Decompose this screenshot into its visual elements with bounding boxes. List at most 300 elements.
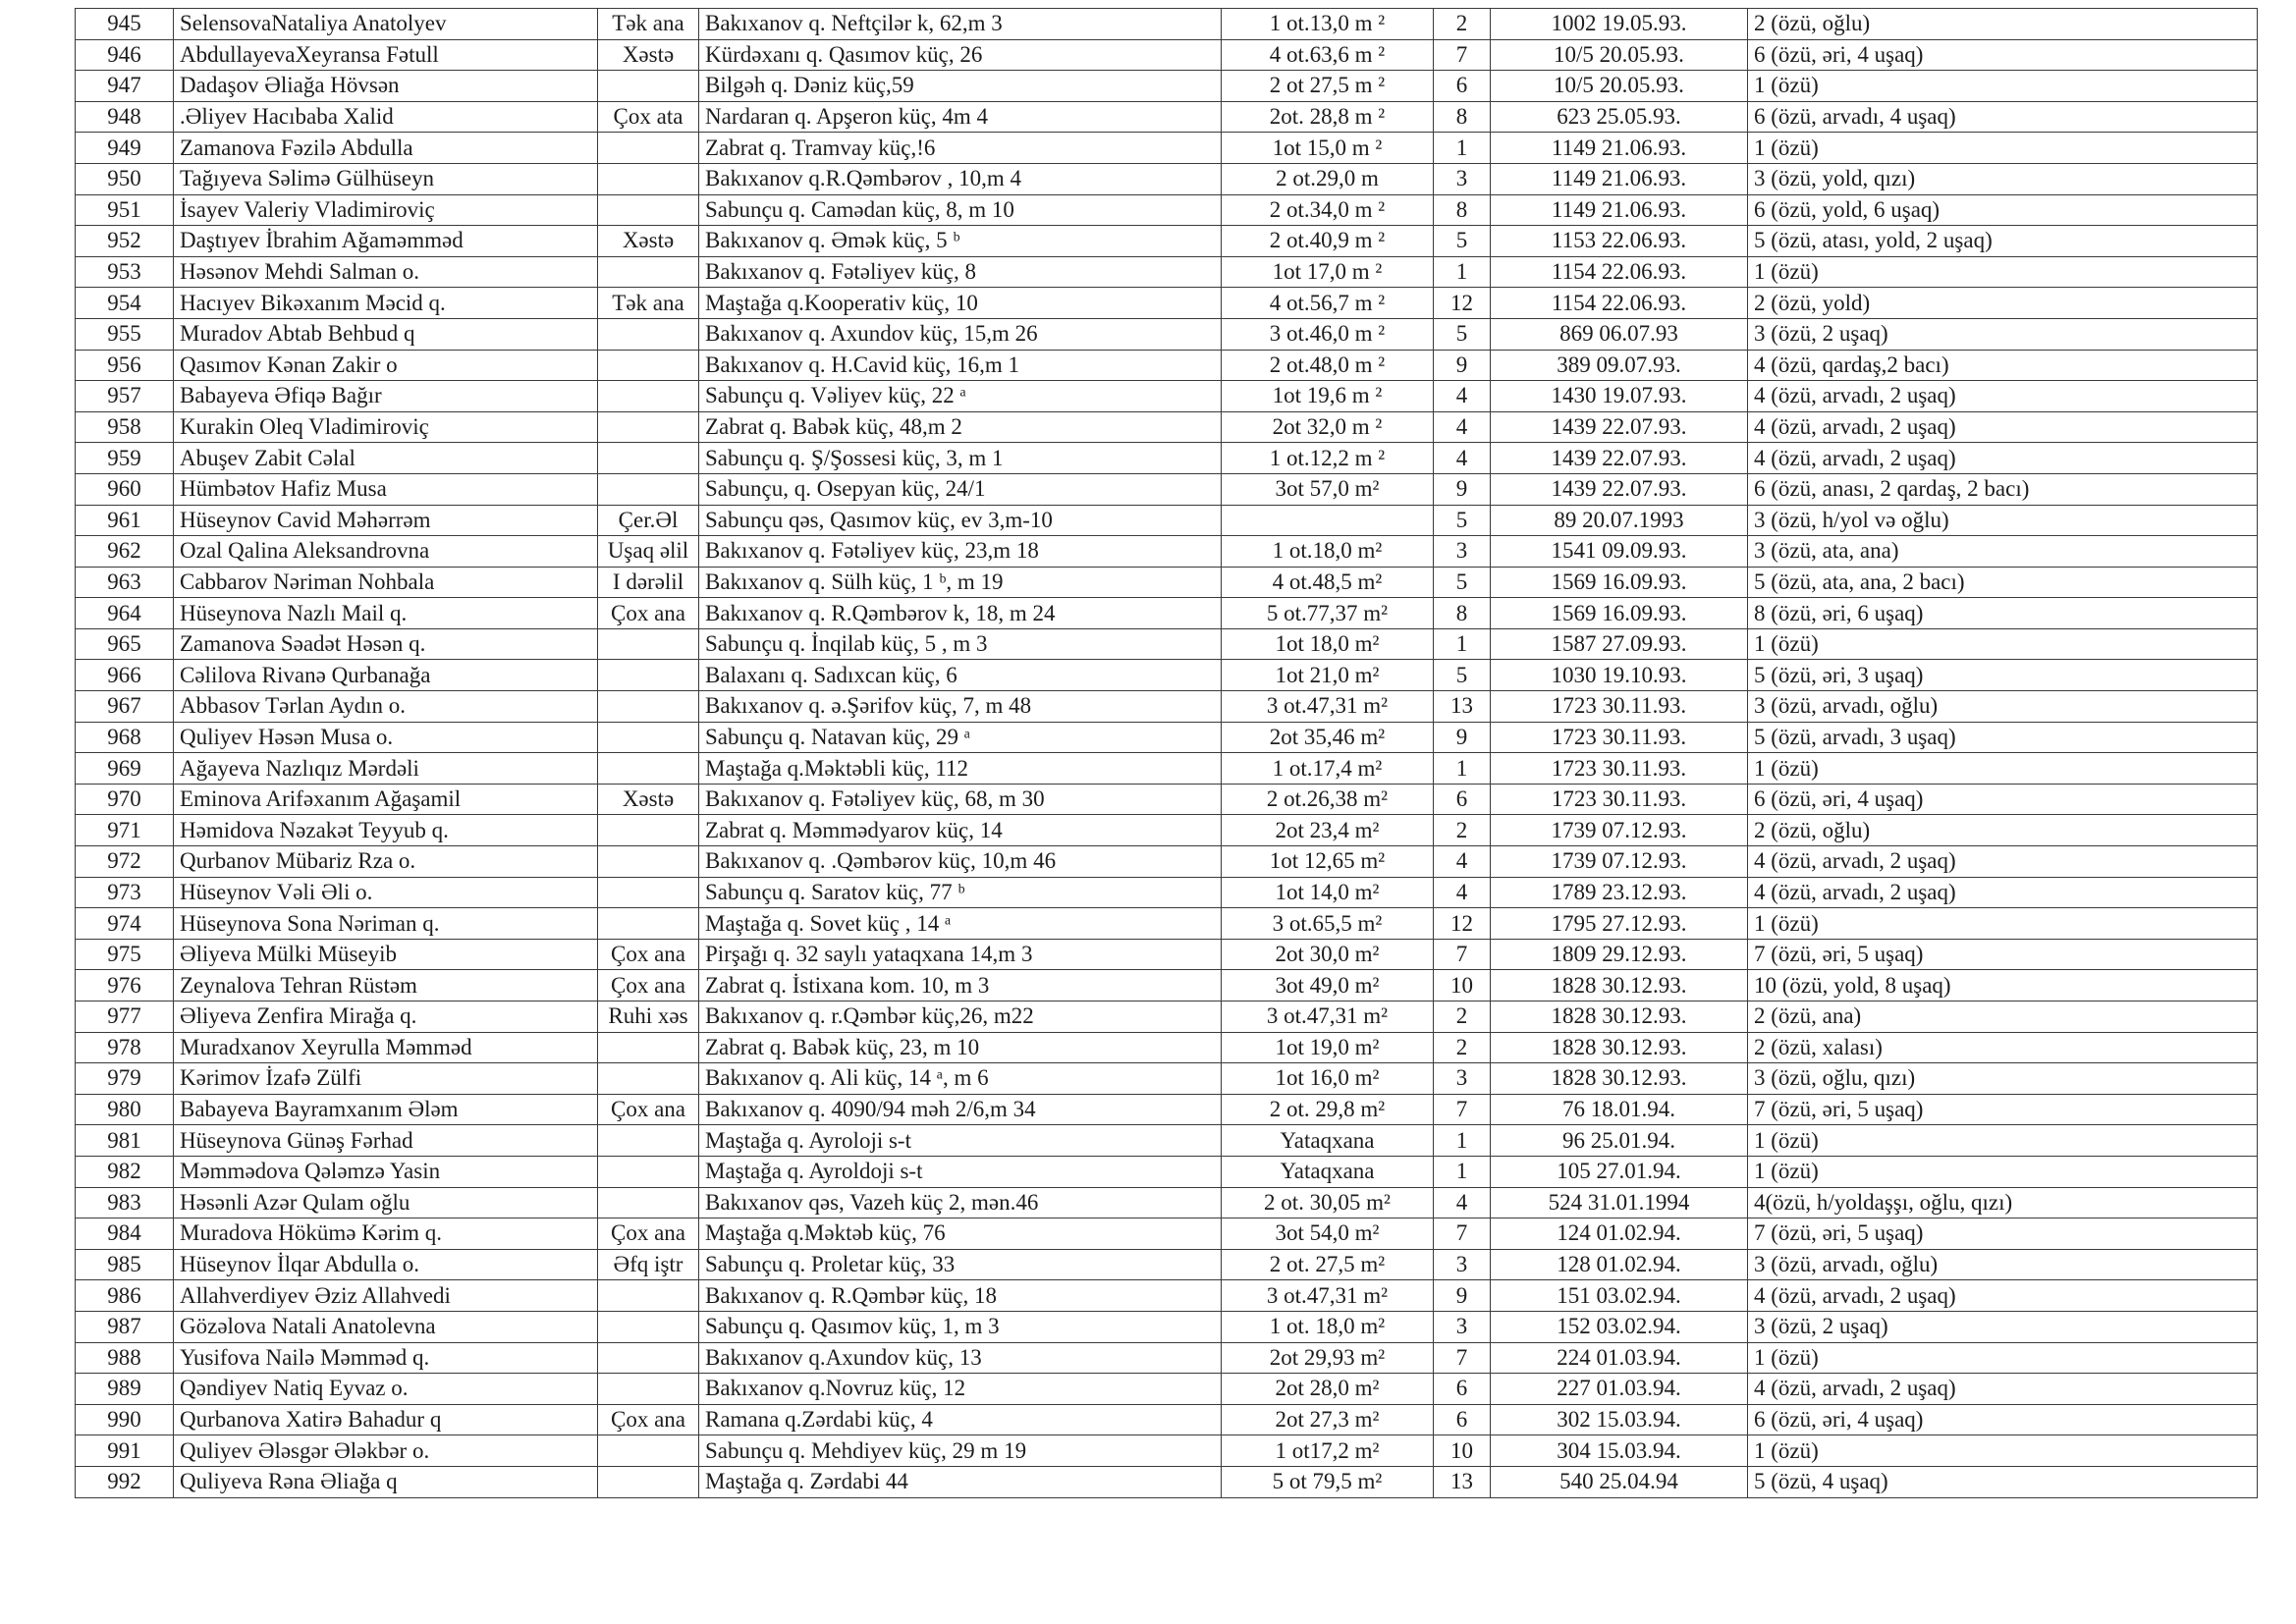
row-number-cell: 948 <box>76 101 174 133</box>
address-cell: Nardaran q. Apşeron küç, 4m 4 <box>699 101 1222 133</box>
person-name-cell: Hüseynova Günəş Fərhad <box>174 1125 598 1157</box>
address-cell: Sabunçu q. Proletar küç, 33 <box>699 1249 1222 1280</box>
living-area-cell: 5 ot.77,37 m² <box>1222 598 1434 629</box>
table-row <box>76 505 2258 536</box>
table-row <box>76 753 2258 785</box>
family-composition-cell: 3 (özü, 2 uşaq) <box>1748 1311 2258 1342</box>
family-size-cell: 9 <box>1434 1280 1491 1312</box>
living-area-cell: 4 ot.48,5 m² <box>1222 567 1434 598</box>
living-area-cell: 1 ot. 18,0 m² <box>1222 1311 1434 1342</box>
person-name-cell: Məmmədova Qələmzə Yasin <box>174 1156 598 1187</box>
family-size-cell: 7 <box>1434 1218 1491 1250</box>
housing-register-table <box>75 8 2258 1498</box>
family-composition-cell: 7 (özü, əri, 5 uşaq) <box>1748 1094 2258 1125</box>
person-name-cell: Yusifova Nailə Məmməd q. <box>174 1342 598 1374</box>
address-cell: Bakıxanov q. r.Qəmbər küç,26, m22 <box>699 1001 1222 1033</box>
family-size-cell: 4 <box>1434 846 1491 878</box>
family-size-cell: 4 <box>1434 443 1491 474</box>
family-size-cell: 5 <box>1434 660 1491 691</box>
table-row <box>76 1249 2258 1280</box>
living-area-cell: 1ot 19,6 m ² <box>1222 381 1434 412</box>
address-cell: Bakıxanov q. Neftçilər k, 62,m 3 <box>699 9 1222 40</box>
row-number-cell: 963 <box>76 567 174 598</box>
living-area-cell: 1ot 15,0 m ² <box>1222 133 1434 164</box>
row-number-cell: 966 <box>76 660 174 691</box>
address-cell: Bakıxanov q. Ali küç, 14 ᵃ, m 6 <box>699 1063 1222 1095</box>
person-name-cell: Hüseynov Cavid Məhərrəm <box>174 505 598 536</box>
family-composition-cell: 5 (özü, atası, yold, 2 uşaq) <box>1748 226 2258 257</box>
family-size-cell: 6 <box>1434 1404 1491 1435</box>
document-number-date-cell: 1002 19.05.93. <box>1491 9 1748 40</box>
living-area-cell: 2 ot.48,0 m ² <box>1222 350 1434 381</box>
family-size-cell: 5 <box>1434 505 1491 536</box>
living-area-cell: 3 ot.65,5 m² <box>1222 908 1434 940</box>
address-cell: Bakıxanov q. Fətəliyev küç, 68, m 30 <box>699 784 1222 815</box>
category-cell <box>598 1156 699 1187</box>
row-number-cell: 955 <box>76 318 174 350</box>
address-cell: Bakıxanov q.R.Qəmbərov , 10,m 4 <box>699 163 1222 194</box>
row-number-cell: 978 <box>76 1032 174 1063</box>
address-cell: Maştağa q. Ayroldoji s-t <box>699 1156 1222 1187</box>
address-cell: Bakıxanov qəs, Vazeh küç 2, mən.46 <box>699 1187 1222 1218</box>
document-number-date-cell: 1149 21.06.93. <box>1491 133 1748 164</box>
family-size-cell: 7 <box>1434 1342 1491 1374</box>
table-row <box>76 1001 2258 1033</box>
family-composition-cell: 3 (özü, yold, qızı) <box>1748 163 2258 194</box>
person-name-cell: Kurakin Oleq Vladimiroviç <box>174 411 598 443</box>
category-cell: Tək ana <box>598 288 699 319</box>
document-number-date-cell: 1154 22.06.93. <box>1491 256 1748 288</box>
row-number-cell: 950 <box>76 163 174 194</box>
row-number-cell: 946 <box>76 39 174 71</box>
table-row <box>76 39 2258 71</box>
table-row <box>76 660 2258 691</box>
living-area-cell: 2 ot.29,0 m <box>1222 163 1434 194</box>
document-number-date-cell: 540 25.04.94 <box>1491 1466 1748 1497</box>
category-cell: Çox ana <box>598 970 699 1001</box>
family-size-cell: 2 <box>1434 815 1491 846</box>
living-area-cell: 1ot 12,65 m² <box>1222 846 1434 878</box>
row-number-cell: 961 <box>76 505 174 536</box>
address-cell: Sabunçu q. Qasımov küç, 1, m 3 <box>699 1311 1222 1342</box>
family-size-cell: 4 <box>1434 877 1491 908</box>
living-area-cell: 1 ot17,2 m² <box>1222 1435 1434 1467</box>
category-cell <box>598 163 699 194</box>
document-number-date-cell: 304 15.03.94. <box>1491 1435 1748 1467</box>
category-cell <box>598 1311 699 1342</box>
category-cell: Ruhi xəs <box>598 1001 699 1033</box>
category-cell: Xəstə <box>598 39 699 71</box>
family-composition-cell: 4 (özü, arvadı, 2 uşaq) <box>1748 846 2258 878</box>
document-number-date-cell: 1153 22.06.93. <box>1491 226 1748 257</box>
document-number-date-cell: 152 03.02.94. <box>1491 1311 1748 1342</box>
row-number-cell: 990 <box>76 1404 174 1435</box>
family-composition-cell: 5 (özü, arvadı, 3 uşaq) <box>1748 722 2258 753</box>
person-name-cell: Əliyeva Zenfira Mirağa q. <box>174 1001 598 1033</box>
row-number-cell: 976 <box>76 970 174 1001</box>
family-composition-cell: 7 (özü, əri, 5 uşaq) <box>1748 1218 2258 1250</box>
document-number-date-cell: 89 20.07.1993 <box>1491 505 1748 536</box>
row-number-cell: 953 <box>76 256 174 288</box>
category-cell: Xəstə <box>598 784 699 815</box>
person-name-cell: Qəndiyev Natiq Eyvaz o. <box>174 1374 598 1405</box>
table-row <box>76 381 2258 412</box>
person-name-cell: Zeynalova Tehran Rüstəm <box>174 970 598 1001</box>
row-number-cell: 985 <box>76 1249 174 1280</box>
category-cell <box>598 722 699 753</box>
family-size-cell: 6 <box>1434 71 1491 102</box>
document-number-date-cell: 1795 27.12.93. <box>1491 908 1748 940</box>
living-area-cell: 2ot 27,3 m² <box>1222 1404 1434 1435</box>
row-number-cell: 947 <box>76 71 174 102</box>
category-cell <box>598 1374 699 1405</box>
category-cell: Çox ana <box>598 1094 699 1125</box>
document-number-date-cell: 128 01.02.94. <box>1491 1249 1748 1280</box>
living-area-cell: 2 ot. 27,5 m² <box>1222 1249 1434 1280</box>
address-cell: Maştağa q. Ayroloji s-t <box>699 1125 1222 1157</box>
document-number-date-cell: 302 15.03.94. <box>1491 1404 1748 1435</box>
family-size-cell: 5 <box>1434 226 1491 257</box>
family-composition-cell: 7 (özü, əri, 5 uşaq) <box>1748 939 2258 970</box>
category-cell <box>598 443 699 474</box>
family-composition-cell: 1 (özü) <box>1748 1125 2258 1157</box>
document-number-date-cell: 389 09.07.93. <box>1491 350 1748 381</box>
family-size-cell: 8 <box>1434 101 1491 133</box>
address-cell: Bakıxanov q. Əmək küç, 5 ᵇ <box>699 226 1222 257</box>
category-cell <box>598 194 699 226</box>
family-size-cell: 3 <box>1434 1063 1491 1095</box>
table-row <box>76 443 2258 474</box>
person-name-cell: Hüseynov Vəli Əli o. <box>174 877 598 908</box>
table-row <box>76 628 2258 660</box>
document-number-date-cell: 1739 07.12.93. <box>1491 815 1748 846</box>
category-cell: Xəstə <box>598 226 699 257</box>
family-size-cell: 1 <box>1434 1156 1491 1187</box>
table-row <box>76 194 2258 226</box>
family-size-cell: 13 <box>1434 1466 1491 1497</box>
table-row <box>76 939 2258 970</box>
row-number-cell: 981 <box>76 1125 174 1157</box>
family-size-cell: 1 <box>1434 1125 1491 1157</box>
living-area-cell: 1 ot.12,2 m ² <box>1222 443 1434 474</box>
person-name-cell: Zamanova Fəzilə Abdulla <box>174 133 598 164</box>
family-composition-cell: 1 (özü) <box>1748 133 2258 164</box>
address-cell: Sabunçu q. Vəliyev küç, 22 ᵃ <box>699 381 1222 412</box>
family-size-cell: 4 <box>1434 411 1491 443</box>
document-number-date-cell: 76 18.01.94. <box>1491 1094 1748 1125</box>
table-row <box>76 133 2258 164</box>
person-name-cell: Muradova Hökümə Kərim q. <box>174 1218 598 1250</box>
family-composition-cell: 1 (özü) <box>1748 1156 2258 1187</box>
address-cell: Bakıxanov q. Fətəliyev küç, 8 <box>699 256 1222 288</box>
living-area-cell: 1 ot.13,0 m ² <box>1222 9 1434 40</box>
person-name-cell: Abbasov Tərlan Aydın o. <box>174 691 598 723</box>
table-row <box>76 1125 2258 1157</box>
family-composition-cell: 4 (özü, arvadı, 2 uşaq) <box>1748 443 2258 474</box>
address-cell: Pirşağı q. 32 saylı yataqxana 14,m 3 <box>699 939 1222 970</box>
table-row <box>76 1187 2258 1218</box>
address-cell: Sabunçu q. Ş/Şossesi küç, 3, m 1 <box>699 443 1222 474</box>
living-area-cell: 3 ot.47,31 m² <box>1222 691 1434 723</box>
person-name-cell: Hüseynova Nazlı Mail q. <box>174 598 598 629</box>
address-cell: Bilgəh q. Dəniz küç,59 <box>699 71 1222 102</box>
family-composition-cell: 3 (özü, ata, ana) <box>1748 536 2258 568</box>
address-cell: Balaxanı q. Sadıxcan küç, 6 <box>699 660 1222 691</box>
family-composition-cell: 1 (özü) <box>1748 908 2258 940</box>
row-number-cell: 949 <box>76 133 174 164</box>
family-composition-cell: 1 (özü) <box>1748 256 2258 288</box>
living-area-cell: 1 ot.17,4 m² <box>1222 753 1434 785</box>
family-composition-cell: 10 (özü, yold, 8 uşaq) <box>1748 970 2258 1001</box>
person-name-cell: İsayev Valeriy Vladimiroviç <box>174 194 598 226</box>
document-number-date-cell: 1809 29.12.93. <box>1491 939 1748 970</box>
document-number-date-cell: 1828 30.12.93. <box>1491 1063 1748 1095</box>
row-number-cell: 988 <box>76 1342 174 1374</box>
document-number-date-cell: 1149 21.06.93. <box>1491 163 1748 194</box>
family-composition-cell: 5 (özü, əri, 3 uşaq) <box>1748 660 2258 691</box>
person-name-cell: Gözəlova Natali Anatolevna <box>174 1311 598 1342</box>
family-composition-cell: 6 (özü, əri, 4 uşaq) <box>1748 1404 2258 1435</box>
row-number-cell: 989 <box>76 1374 174 1405</box>
document-number-date-cell: 1430 19.07.93. <box>1491 381 1748 412</box>
family-size-cell: 3 <box>1434 163 1491 194</box>
document-number-date-cell: 1149 21.06.93. <box>1491 194 1748 226</box>
table-row <box>76 350 2258 381</box>
row-number-cell: 971 <box>76 815 174 846</box>
family-size-cell: 1 <box>1434 753 1491 785</box>
row-number-cell: 956 <box>76 350 174 381</box>
document-number-date-cell: 623 25.05.93. <box>1491 101 1748 133</box>
family-composition-cell: 6 (özü, yold, 6 uşaq) <box>1748 194 2258 226</box>
address-cell: Sabunçu q. İnqilab küç, 5 , m 3 <box>699 628 1222 660</box>
family-composition-cell: 2 (özü, ana) <box>1748 1001 2258 1033</box>
category-cell: Tək ana <box>598 9 699 40</box>
living-area-cell: 1 ot.18,0 m² <box>1222 536 1434 568</box>
living-area-cell: 4 ot.63,6 m ² <box>1222 39 1434 71</box>
table-row <box>76 908 2258 940</box>
living-area-cell: 2ot 35,46 m² <box>1222 722 1434 753</box>
living-area-cell <box>1222 505 1434 536</box>
category-cell <box>598 1342 699 1374</box>
address-cell: Sabunçu, q. Osepyan küç, 24/1 <box>699 473 1222 505</box>
address-cell: Bakıxanov q. H.Cavid küç, 16,m 1 <box>699 350 1222 381</box>
family-composition-cell: 1 (özü) <box>1748 628 2258 660</box>
table-row <box>76 1063 2258 1095</box>
living-area-cell: 2 ot. 29,8 m² <box>1222 1094 1434 1125</box>
table-row <box>76 815 2258 846</box>
family-size-cell: 7 <box>1434 39 1491 71</box>
document-number-date-cell: 1569 16.09.93. <box>1491 567 1748 598</box>
row-number-cell: 992 <box>76 1466 174 1497</box>
family-size-cell: 5 <box>1434 567 1491 598</box>
table-row <box>76 288 2258 319</box>
category-cell <box>598 411 699 443</box>
person-name-cell: Quliyev Həsən Musa o. <box>174 722 598 753</box>
family-composition-cell: 5 (özü, ata, ana, 2 bacı) <box>1748 567 2258 598</box>
family-size-cell: 13 <box>1434 691 1491 723</box>
row-number-cell: 962 <box>76 536 174 568</box>
family-size-cell: 2 <box>1434 9 1491 40</box>
address-cell: Sabunçu q. Saratov küç, 77 ᵇ <box>699 877 1222 908</box>
document-number-date-cell: 151 03.02.94. <box>1491 1280 1748 1312</box>
living-area-cell: 2 ot. 30,05 m² <box>1222 1187 1434 1218</box>
living-area-cell: 3ot 49,0 m² <box>1222 970 1434 1001</box>
table-row <box>76 877 2258 908</box>
table-row <box>76 1435 2258 1467</box>
family-composition-cell: 1 (özü) <box>1748 1342 2258 1374</box>
family-size-cell: 10 <box>1434 970 1491 1001</box>
family-composition-cell: 4 (özü, qardaş,2 bacı) <box>1748 350 2258 381</box>
address-cell: Bakıxanov q. 4090/94 məh 2/6,m 34 <box>699 1094 1222 1125</box>
row-number-cell: 954 <box>76 288 174 319</box>
address-cell: Kürdəxanı q. Qasımov küç, 26 <box>699 39 1222 71</box>
person-name-cell: Muradxanov Xeyrulla Məmməd <box>174 1032 598 1063</box>
address-cell: Zabrat q. İstixana kom. 10, m 3 <box>699 970 1222 1001</box>
category-cell <box>598 1466 699 1497</box>
table-row <box>76 9 2258 40</box>
document-number-date-cell: 1030 19.10.93. <box>1491 660 1748 691</box>
family-composition-cell: 2 (özü, yold) <box>1748 288 2258 319</box>
family-size-cell: 9 <box>1434 473 1491 505</box>
person-name-cell: Cəlilova Rivanə Qurbanağa <box>174 660 598 691</box>
person-name-cell: Tağıyeva Səlimə Gülhüseyn <box>174 163 598 194</box>
document-number-date-cell: 10/5 20.05.93. <box>1491 39 1748 71</box>
family-composition-cell: 2 (özü, oğlu) <box>1748 9 2258 40</box>
document-number-date-cell: 1723 30.11.93. <box>1491 784 1748 815</box>
table-row <box>76 1156 2258 1187</box>
document-number-date-cell: 227 01.03.94. <box>1491 1374 1748 1405</box>
person-name-cell: Kərimov İzafə Zülfi <box>174 1063 598 1095</box>
living-area-cell: 1ot 16,0 m² <box>1222 1063 1434 1095</box>
family-size-cell: 9 <box>1434 722 1491 753</box>
address-cell: Zabrat q. Babək küç, 23, m 10 <box>699 1032 1222 1063</box>
row-number-cell: 967 <box>76 691 174 723</box>
table-row <box>76 1374 2258 1405</box>
family-composition-cell: 6 (özü, əri, 4 uşaq) <box>1748 39 2258 71</box>
document-number-date-cell: 1828 30.12.93. <box>1491 970 1748 1001</box>
living-area-cell: 1ot 17,0 m ² <box>1222 256 1434 288</box>
document-number-date-cell: 10/5 20.05.93. <box>1491 71 1748 102</box>
row-number-cell: 982 <box>76 1156 174 1187</box>
living-area-cell: 1ot 14,0 m² <box>1222 877 1434 908</box>
row-number-cell: 984 <box>76 1218 174 1250</box>
category-cell <box>598 660 699 691</box>
person-name-cell: Babayeva Əfiqə Bağır <box>174 381 598 412</box>
row-number-cell: 986 <box>76 1280 174 1312</box>
family-composition-cell: 3 (özü, arvadı, oğlu) <box>1748 1249 2258 1280</box>
person-name-cell: Əliyeva Mülki Müseyib <box>174 939 598 970</box>
category-cell <box>598 1187 699 1218</box>
family-composition-cell: 5 (özü, 4 uşaq) <box>1748 1466 2258 1497</box>
row-number-cell: 958 <box>76 411 174 443</box>
family-composition-cell: 4 (özü, arvadı, 2 uşaq) <box>1748 1280 2258 1312</box>
table-row <box>76 536 2258 568</box>
family-composition-cell: 3 (özü, h/yol və oğlu) <box>1748 505 2258 536</box>
row-number-cell: 959 <box>76 443 174 474</box>
document-number-date-cell: 1723 30.11.93. <box>1491 753 1748 785</box>
row-number-cell: 970 <box>76 784 174 815</box>
person-name-cell: Daştıyev İbrahim Ağaməmməd <box>174 226 598 257</box>
family-size-cell: 3 <box>1434 1311 1491 1342</box>
person-name-cell: Hüseynova Sona Nəriman q. <box>174 908 598 940</box>
document-number-date-cell: 1439 22.07.93. <box>1491 473 1748 505</box>
document-number-date-cell: 1154 22.06.93. <box>1491 288 1748 319</box>
document-number-date-cell: 96 25.01.94. <box>1491 1125 1748 1157</box>
person-name-cell: Dadaşov Əliağa Hövsən <box>174 71 598 102</box>
category-cell: Çer.Əl <box>598 505 699 536</box>
living-area-cell: 2ot 29,93 m² <box>1222 1342 1434 1374</box>
table-row <box>76 598 2258 629</box>
family-composition-cell: 2 (özü, xalası) <box>1748 1032 2258 1063</box>
category-cell: Çox ana <box>598 939 699 970</box>
category-cell <box>598 1435 699 1467</box>
table-row <box>76 411 2258 443</box>
category-cell: Çox ana <box>598 1218 699 1250</box>
table-row <box>76 970 2258 1001</box>
table-row <box>76 691 2258 723</box>
family-size-cell: 4 <box>1434 1187 1491 1218</box>
category-cell <box>598 133 699 164</box>
address-cell: Maştağa q.Məktəb küç, 76 <box>699 1218 1222 1250</box>
address-cell: Bakıxanov q. Sülh küç, 1 ᵇ, m 19 <box>699 567 1222 598</box>
address-cell: Bakıxanov q. Axundov küç, 15,m 26 <box>699 318 1222 350</box>
family-size-cell: 1 <box>1434 628 1491 660</box>
document-number-date-cell: 1587 27.09.93. <box>1491 628 1748 660</box>
category-cell <box>598 753 699 785</box>
table-row <box>76 1404 2258 1435</box>
person-name-cell: Ağayeva Nazlıqız Mərdəli <box>174 753 598 785</box>
family-composition-cell: 4 (özü, arvadı, 2 uşaq) <box>1748 1374 2258 1405</box>
row-number-cell: 960 <box>76 473 174 505</box>
row-number-cell: 952 <box>76 226 174 257</box>
family-composition-cell: 6 (özü, əri, 4 uşaq) <box>1748 784 2258 815</box>
family-size-cell: 4 <box>1434 381 1491 412</box>
row-number-cell: 980 <box>76 1094 174 1125</box>
family-size-cell: 8 <box>1434 598 1491 629</box>
family-size-cell: 7 <box>1434 1094 1491 1125</box>
person-name-cell: Abuşev Zabit Cəlal <box>174 443 598 474</box>
family-size-cell: 2 <box>1434 1032 1491 1063</box>
document-number-date-cell: 1739 07.12.93. <box>1491 846 1748 878</box>
category-cell: Çox ata <box>598 101 699 133</box>
category-cell <box>598 381 699 412</box>
address-cell: Maştağa q.Məktəbli küç, 112 <box>699 753 1222 785</box>
category-cell: Çox ana <box>598 598 699 629</box>
address-cell: Sabunçu q. Camədan küç, 8, m 10 <box>699 194 1222 226</box>
row-number-cell: 987 <box>76 1311 174 1342</box>
category-cell: I dərəlil <box>598 567 699 598</box>
living-area-cell: 2 ot.40,9 m ² <box>1222 226 1434 257</box>
table-row <box>76 1311 2258 1342</box>
family-size-cell: 1 <box>1434 133 1491 164</box>
document-number-date-cell: 1569 16.09.93. <box>1491 598 1748 629</box>
row-number-cell: 969 <box>76 753 174 785</box>
person-name-cell: Quliyev Ələsgər Ələkbər o. <box>174 1435 598 1467</box>
family-size-cell: 8 <box>1434 194 1491 226</box>
row-number-cell: 965 <box>76 628 174 660</box>
address-cell: Maştağa q.Kooperativ küç, 10 <box>699 288 1222 319</box>
category-cell <box>598 1280 699 1312</box>
family-composition-cell: 3 (özü, oğlu, qızı) <box>1748 1063 2258 1095</box>
document-number-date-cell: 105 27.01.94. <box>1491 1156 1748 1187</box>
person-name-cell: Allahverdiyev Əziz Allahvedi <box>174 1280 598 1312</box>
family-size-cell: 2 <box>1434 1001 1491 1033</box>
table-row <box>76 101 2258 133</box>
category-cell <box>598 691 699 723</box>
family-size-cell: 9 <box>1434 350 1491 381</box>
family-composition-cell: 6 (özü, anası, 2 qardaş, 2 bacı) <box>1748 473 2258 505</box>
category-cell <box>598 256 699 288</box>
